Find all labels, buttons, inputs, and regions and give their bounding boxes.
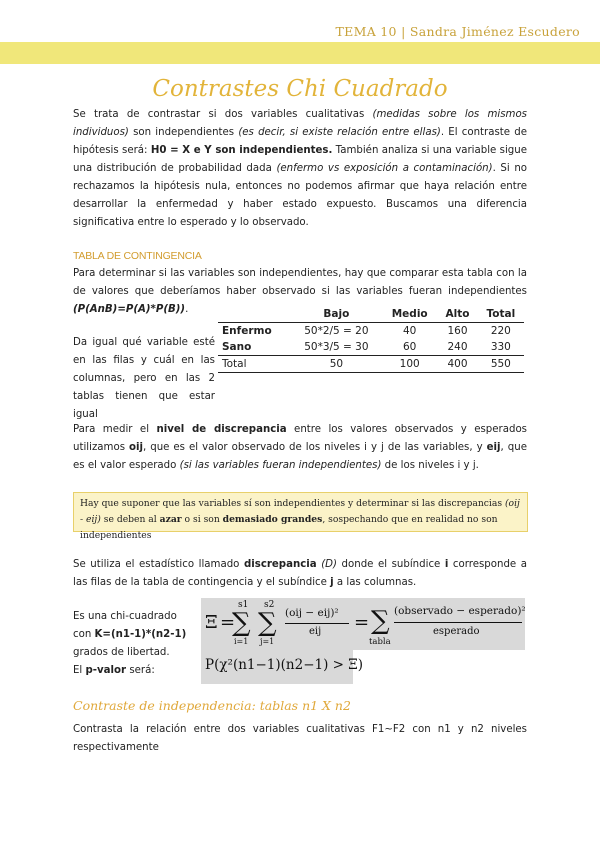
table-header: Total <box>478 306 524 323</box>
sum-lower-1: i=1 <box>234 637 249 646</box>
sum-symbol-2: ∑ <box>258 608 277 638</box>
table-row <box>218 323 524 340</box>
chi-square-note: Es una chi-cuadrado con K=(n1-1)*(n2-1) grados de libertad. El p-valor será: <box>73 611 187 676</box>
fraction2-numerator: (observado − esperado)² <box>394 605 526 617</box>
header-text: TEMA 10 | Sandra Jiménez Escudero <box>335 24 580 39</box>
p-value-expression: P(χ²(n1−1)(n2−1) > Ξ) <box>205 657 364 673</box>
highlight-box: Hay que suponer que las variables sí son independientes y determinar si las discrepancias (oij - eij) se deben al azar o si son demasiado grandes, sospechando que en realidad no son independientes <box>73 492 528 532</box>
table-header: Bajo <box>291 306 382 323</box>
table-header: Alto <box>437 306 477 323</box>
table-cell: Total <box>218 356 291 373</box>
table-cell: 100 <box>382 356 437 373</box>
table-cell: 220 <box>490 325 511 337</box>
table-cell: 400 <box>437 356 477 373</box>
table-cell: 50*3/5 = 30 <box>304 341 369 353</box>
sum-symbol-table: ∑ <box>371 606 390 636</box>
section-heading-independence: Contraste de independencia: tablas n1 X n2 <box>73 698 351 713</box>
table-header <box>218 306 291 323</box>
fraction-line <box>285 623 349 624</box>
paragraph-discrepancy: Para medir el nivel de discrepancia entre los valores observados y esperados utilizamos oij, que es el valor observado de los niveles i y j de las variables, y eij, que es el valor esperado (si las variables fueran independientes) de los niveles i y j. <box>73 424 527 471</box>
paragraph-independence: Para determinar si las variables son independientes, hay que comparar esta tabla con la de valores que deberíamos haber observado si las variables fueran independientes (P(AnB)=P(A)*P(B)). <box>73 268 527 315</box>
page-header <box>0 0 600 44</box>
table-row <box>218 356 524 373</box>
fraction2-denominator: esperado <box>433 626 480 637</box>
intro-paragraph: Se trata de contrastar si dos variables cualitativas (medidas sobre los mismos individuos) son independientes (es decir, si existe relación entre ellas). El contraste de hipótesis será: H0 = X e Y son independientes. También analiza si una variable sigue una distribución de probabilidad dada (enfermo vs exposición a contaminación). Si no rechazamos la hipótesis nula, entonces no podemos afirmar que haya relación entre desarrollar la enfermedad y haber estado expuesto. Buscamos una diferencia significativa entre lo esperado y lo observado. <box>73 109 528 228</box>
sum-symbol-1: ∑ <box>232 608 251 638</box>
equals-sign: = <box>220 612 236 633</box>
sum-label-table: tabla <box>369 637 391 647</box>
section-heading-contingency: TABLA DE CONTINGENCIA <box>73 250 202 262</box>
p-value-formula <box>201 650 364 684</box>
fraction2-line <box>394 622 522 623</box>
table-cell: 160 <box>447 325 468 337</box>
sum-lower-2: j=1 <box>260 637 275 646</box>
fraction-numerator: (oij − eij)² <box>285 607 339 619</box>
equals-sign-2: = <box>354 612 370 633</box>
table-cell: Sano <box>222 341 252 353</box>
paragraph-order: Da igual qué variable esté en las filas y cuál en las columnas, pero en las 2 tablas tienen que estar igual <box>73 337 215 420</box>
table-cell: 330 <box>490 341 511 353</box>
paragraph-independence-test: Contrasta la relación entre dos variables cualitativas F1~F2 con n1 y n2 niveles respectivamente <box>73 724 527 753</box>
paragraph-statistic: Se utiliza el estadístico llamado discrepancia (D) donde el subíndice i corresponde a las filas de la tabla de contingencia y el subíndice j a las columnas. <box>73 559 527 588</box>
table-cell: 550 <box>478 356 524 373</box>
table-cell: 50 <box>291 356 382 373</box>
table-cell: 240 <box>447 341 468 353</box>
table-cell: Enfermo <box>222 325 272 337</box>
sum-upper-1: s1 <box>238 600 249 610</box>
page-title: Contrastes Chi Cuadrado <box>152 76 448 102</box>
table-header-row <box>218 306 524 323</box>
discrepancy-formula <box>201 598 525 650</box>
header-band <box>0 42 600 64</box>
table-cell: 50*2/5 = 20 <box>304 325 369 337</box>
fraction-denominator: eij <box>309 626 322 637</box>
table-cell: 40 <box>403 325 417 337</box>
table-row <box>218 339 524 356</box>
sum-upper-2: s2 <box>264 600 275 610</box>
contingency-table <box>218 306 524 373</box>
table-header: Medio <box>382 306 437 323</box>
table-cell: 60 <box>403 341 417 353</box>
xi-symbol: Ξ <box>205 612 218 633</box>
